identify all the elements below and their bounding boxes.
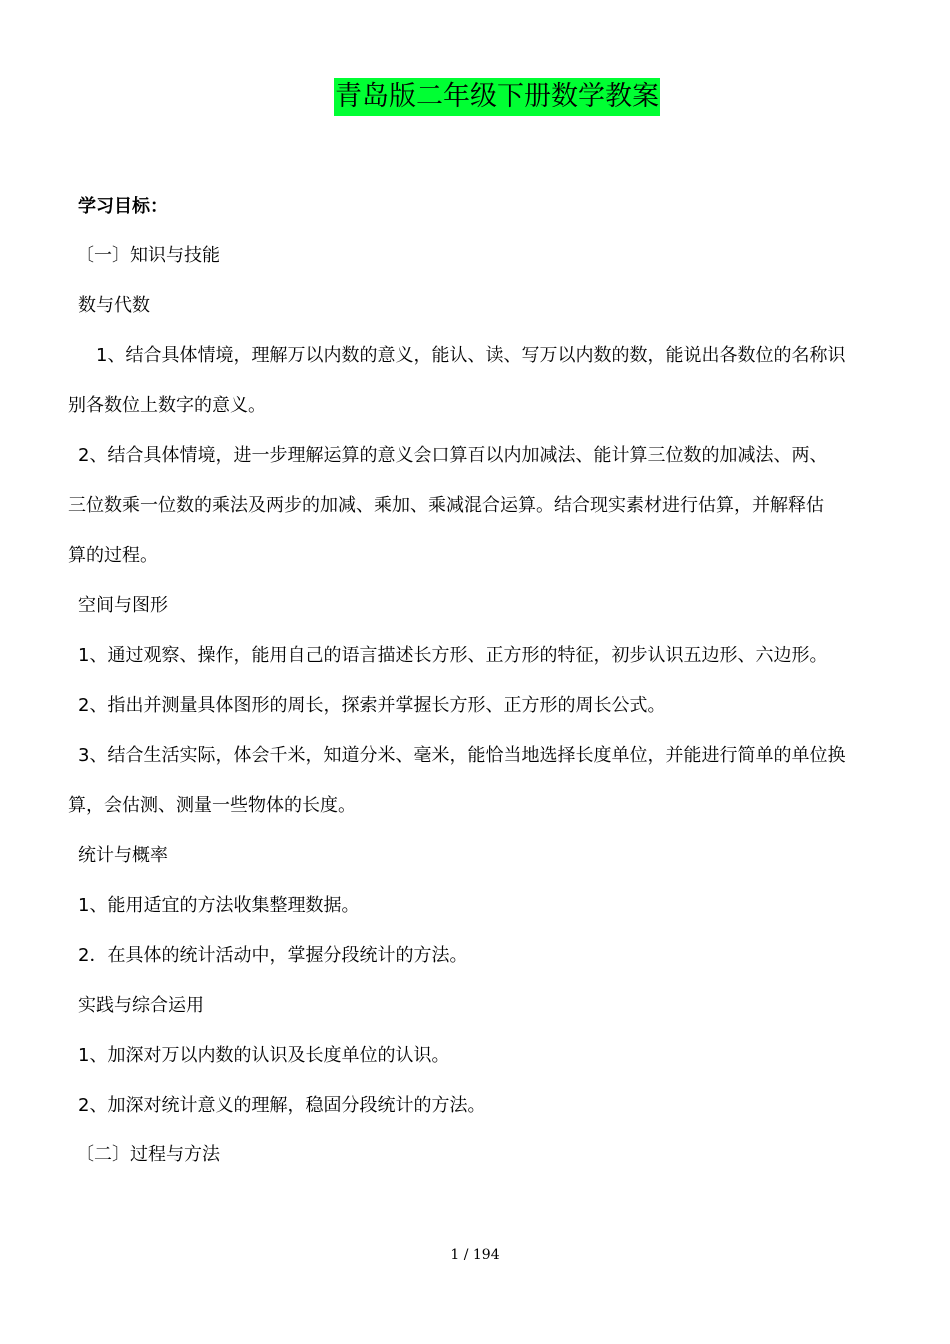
- page-title: 青岛版二年级下册数学教案: [334, 78, 660, 116]
- paragraph-line: 别各数位上数字的意义。: [68, 395, 266, 416]
- page-number: 1 / 194: [450, 1247, 500, 1263]
- subheading-statistics-probability: 统计与概率: [78, 845, 168, 866]
- subheading-numbers-algebra: 数与代数: [78, 295, 150, 316]
- paragraph-line: 算，会估测、测量一些物体的长度。: [68, 795, 356, 816]
- section-knowledge-skills: 〔一〕知识与技能: [76, 245, 220, 266]
- paragraph-line: 1、能用适宜的方法收集整理数据。: [78, 895, 360, 916]
- subheading-practice-application: 实践与综合运用: [78, 995, 204, 1016]
- paragraph-line: 2、指出并测量具体图形的周长，探索并掌握长方形、正方形的周长公式。: [78, 695, 666, 716]
- paragraph-line: 三位数乘一位数的乘法及两步的加减、乘加、乘减混合运算。结合现实素材进行估算，并解释估: [68, 495, 824, 516]
- paragraph-line: 2、加深对统计意义的理解，稳固分段统计的方法。: [78, 1095, 486, 1116]
- paragraph-line: 算的过程。: [68, 545, 158, 566]
- subheading-space-geometry: 空间与图形: [78, 595, 168, 616]
- paragraph-line: 2．在具体的统计活动中，掌握分段统计的方法。: [78, 945, 468, 966]
- paragraph-line: 1、加深对万以内数的认识及长度单位的认识。: [78, 1045, 450, 1066]
- section-process-methods: 〔二〕过程与方法: [76, 1144, 220, 1165]
- paragraph-line: 1、结合具体情境，理解万以内数的意义，能认、读、写万以内数的数，能说出各数位的名称识: [96, 345, 846, 366]
- paragraph-line: 3、结合生活实际，体会千米，知道分米、毫米，能恰当地选择长度单位，并能进行简单的单位换: [78, 745, 846, 766]
- title-container: [0, 78, 950, 116]
- paragraph-line: 2、结合具体情境，进一步理解运算的意义会口算百以内加减法、能计算三位数的加减法、两、: [78, 445, 828, 466]
- paragraph-line: 1、通过观察、操作，能用自己的语言描述长方形、正方形的特征，初步认识五边形、六边形。: [78, 645, 828, 666]
- heading-learning-goals: 学习目标：: [78, 196, 168, 217]
